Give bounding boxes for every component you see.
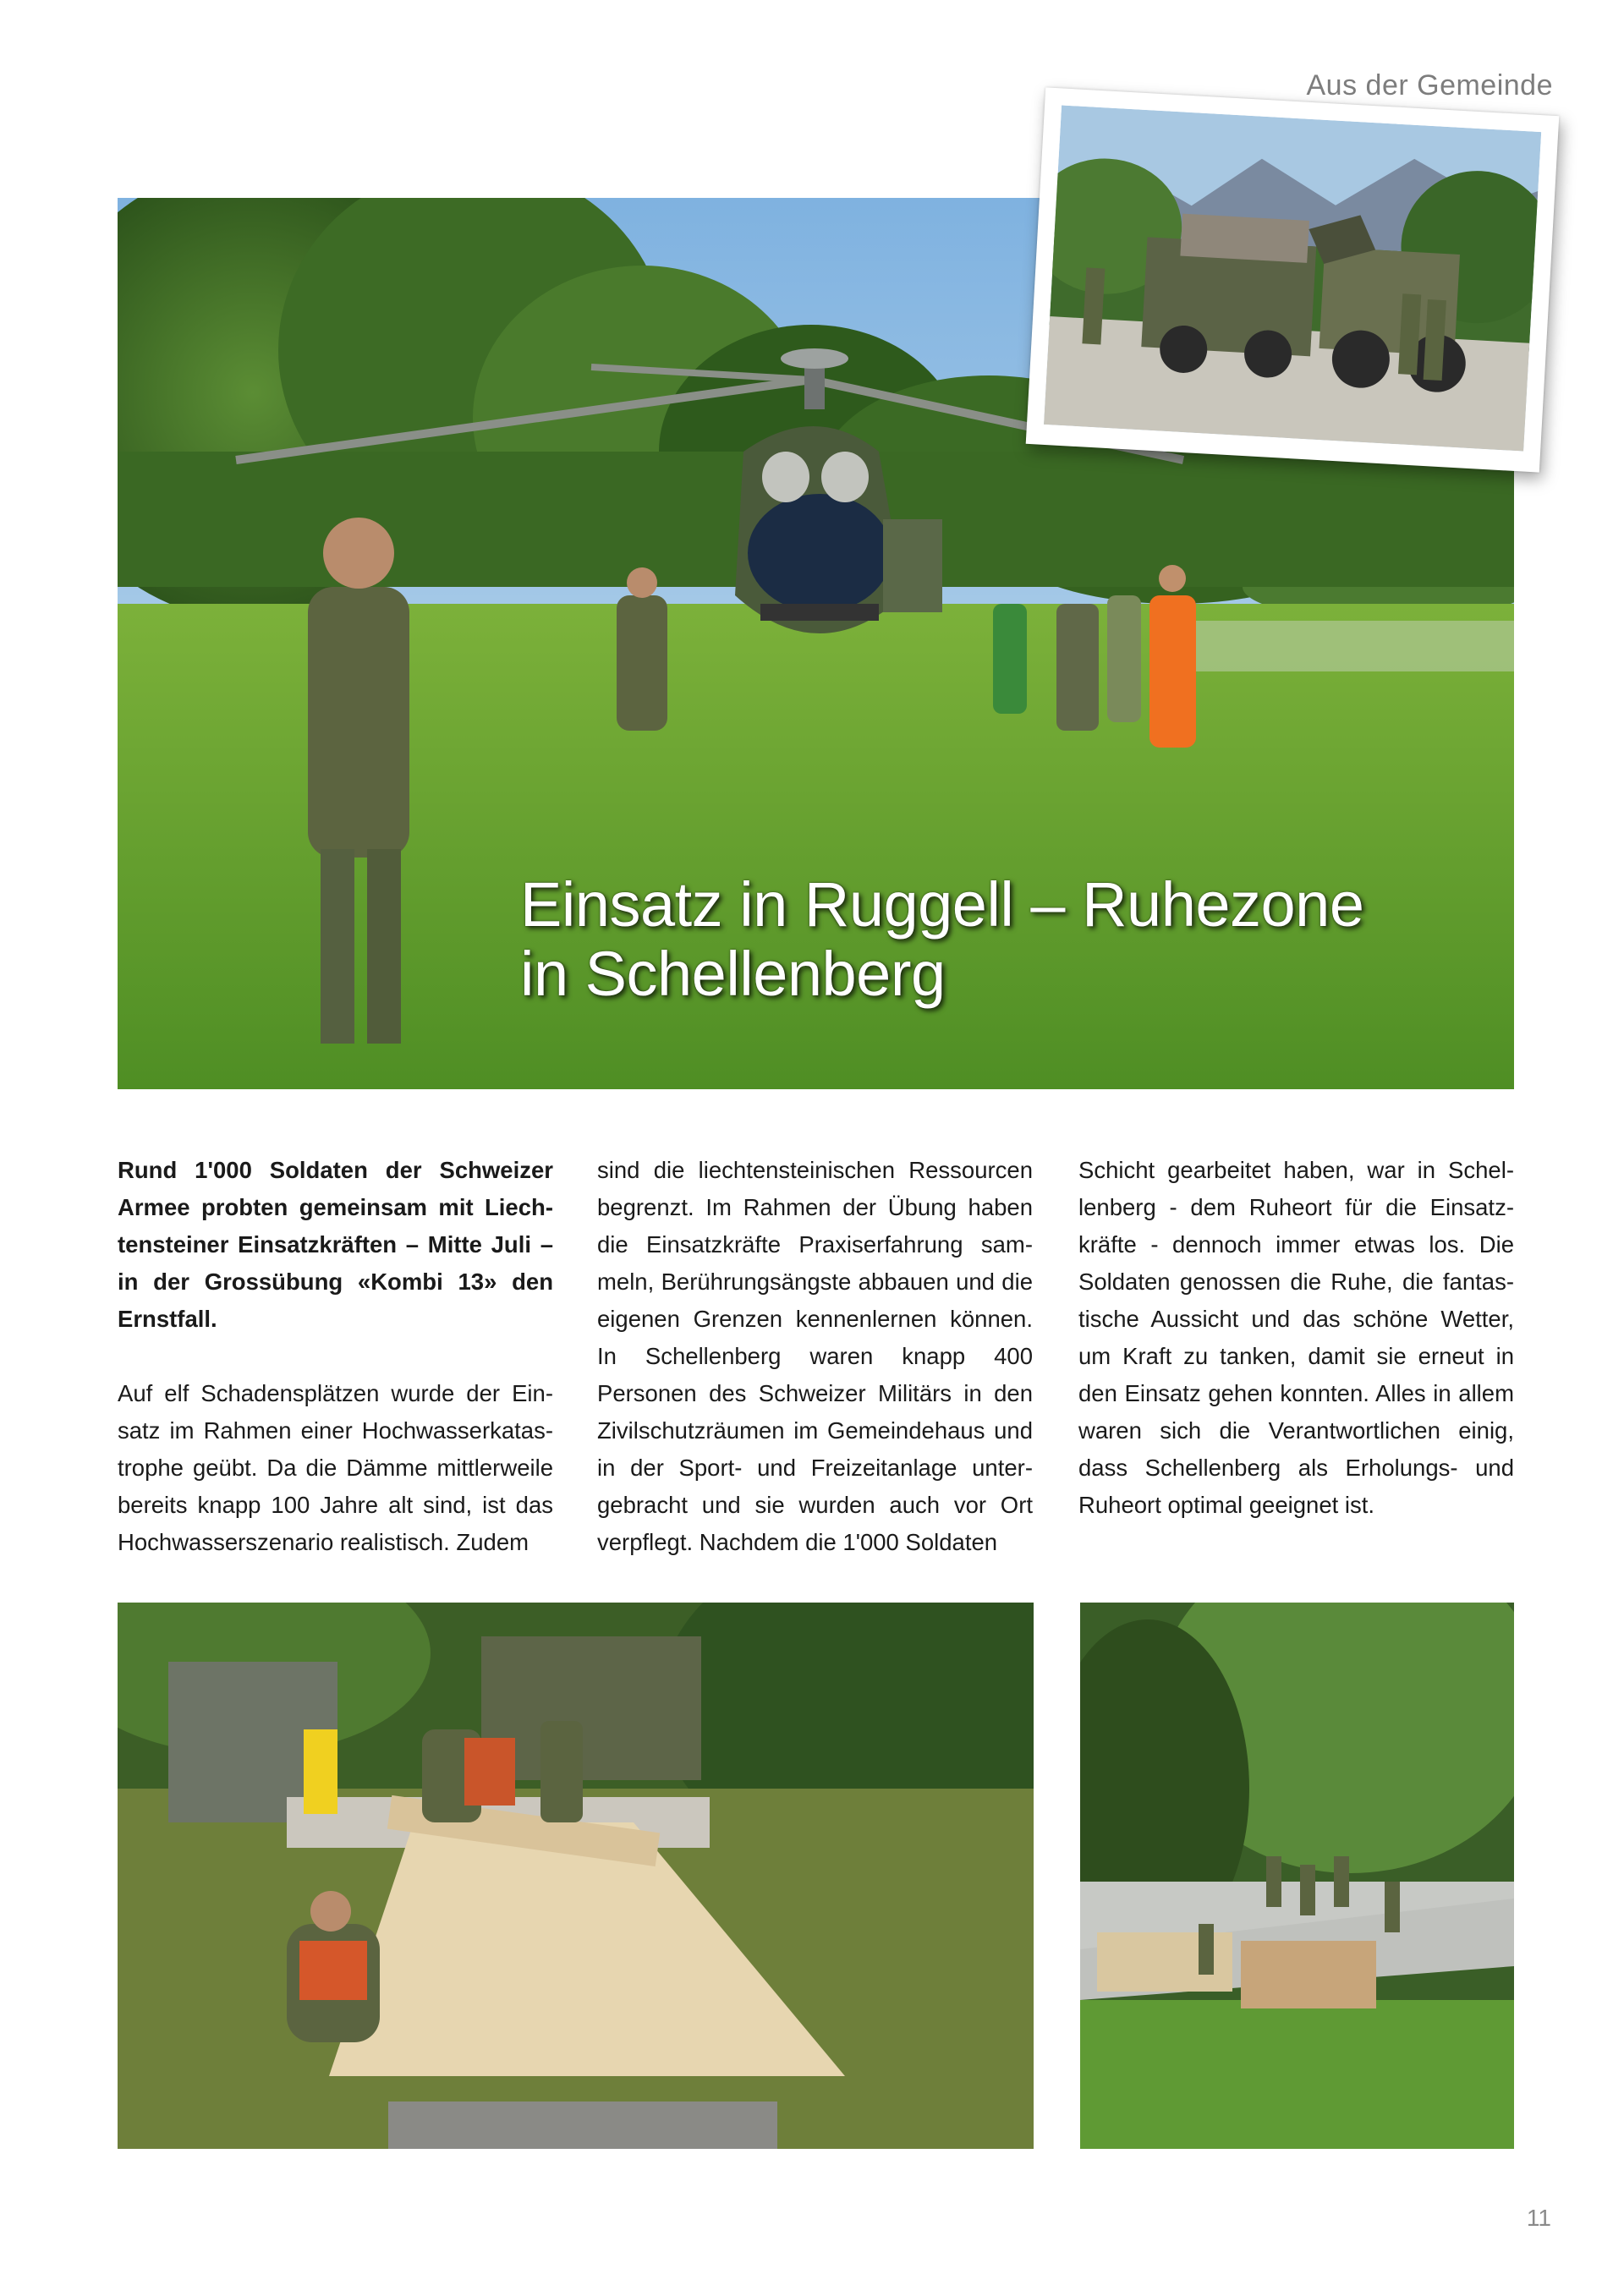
- section-label: Aus der Gemeinde: [1306, 69, 1553, 101]
- photo-walkway-construction: [118, 1603, 1034, 2149]
- page-number: 11: [1526, 2205, 1551, 2231]
- inset-truck-loader-image: [1044, 105, 1541, 451]
- article-title: [520, 870, 1493, 1009]
- article-lead: Rund 1'000 Soldaten der Schweizer Armee probten gemeinsam mit Liechtensteiner Einsatzkräften – Mitte Juli – in der Grossübung «Kombi 13» den Ernstfall.: [118, 1157, 553, 1332]
- article-title-line2: in Schellenberg: [520, 939, 946, 1009]
- walkway-construction-image: [118, 1603, 1034, 2149]
- inset-photo-frame: [1026, 87, 1560, 472]
- article-column-2: [597, 1152, 1033, 1561]
- article-body-col2: sind die liechtensteinischen Ressourcen begrenzt. Im Rahmen der Übung haben die Einsatzkräfte Praxiserfahrung sammeln, Berührungsängste abbauen und die eigenen Grenzen kennenlernen können. In Schellenberg waren knapp 400 Personen des Schweizer Militärs in den Zivilschutzräumen im Gemeindehaus und in der Sport- und Freizeitanlage untergebracht und sie wurden auch vor Ort verpflegt. Nachdem die 1'000 Soldaten: [597, 1157, 1033, 1555]
- photo-bridge-path: [1080, 1603, 1514, 2149]
- article-body-col1: Auf elf Schadensplätzen wurde der Einsatz im Rahmen einer Hochwasserkatastrophe geübt. Da die Dämme mittlerweile bereits knapp 100 Jahre alt sind, ist das Hochwasserszenario realistisch. Zudem: [118, 1380, 553, 1555]
- article-title-line1: Einsatz in Ruggell – Ruhezone: [520, 869, 1364, 940]
- article-column-1: [118, 1152, 553, 1561]
- bridge-path-image: [1080, 1603, 1514, 2149]
- article-body-col3: Schicht gearbeitet haben, war in Schellenberg - dem Ruheort für die Einsatzkräfte - dennoch immer etwas los. Die Soldaten genossen die Ruhe, die fantastische Aussicht und das schöne Wetter, um Kraft zu tanken, damit sie erneut in den Einsatz gehen konnten. Alles in allem waren sich die Verantwortlichen einig, dass Schellenberg als Erholungs- und Ruheort optimal geeignet ist.: [1078, 1157, 1514, 1518]
- article-column-3: [1078, 1152, 1514, 1524]
